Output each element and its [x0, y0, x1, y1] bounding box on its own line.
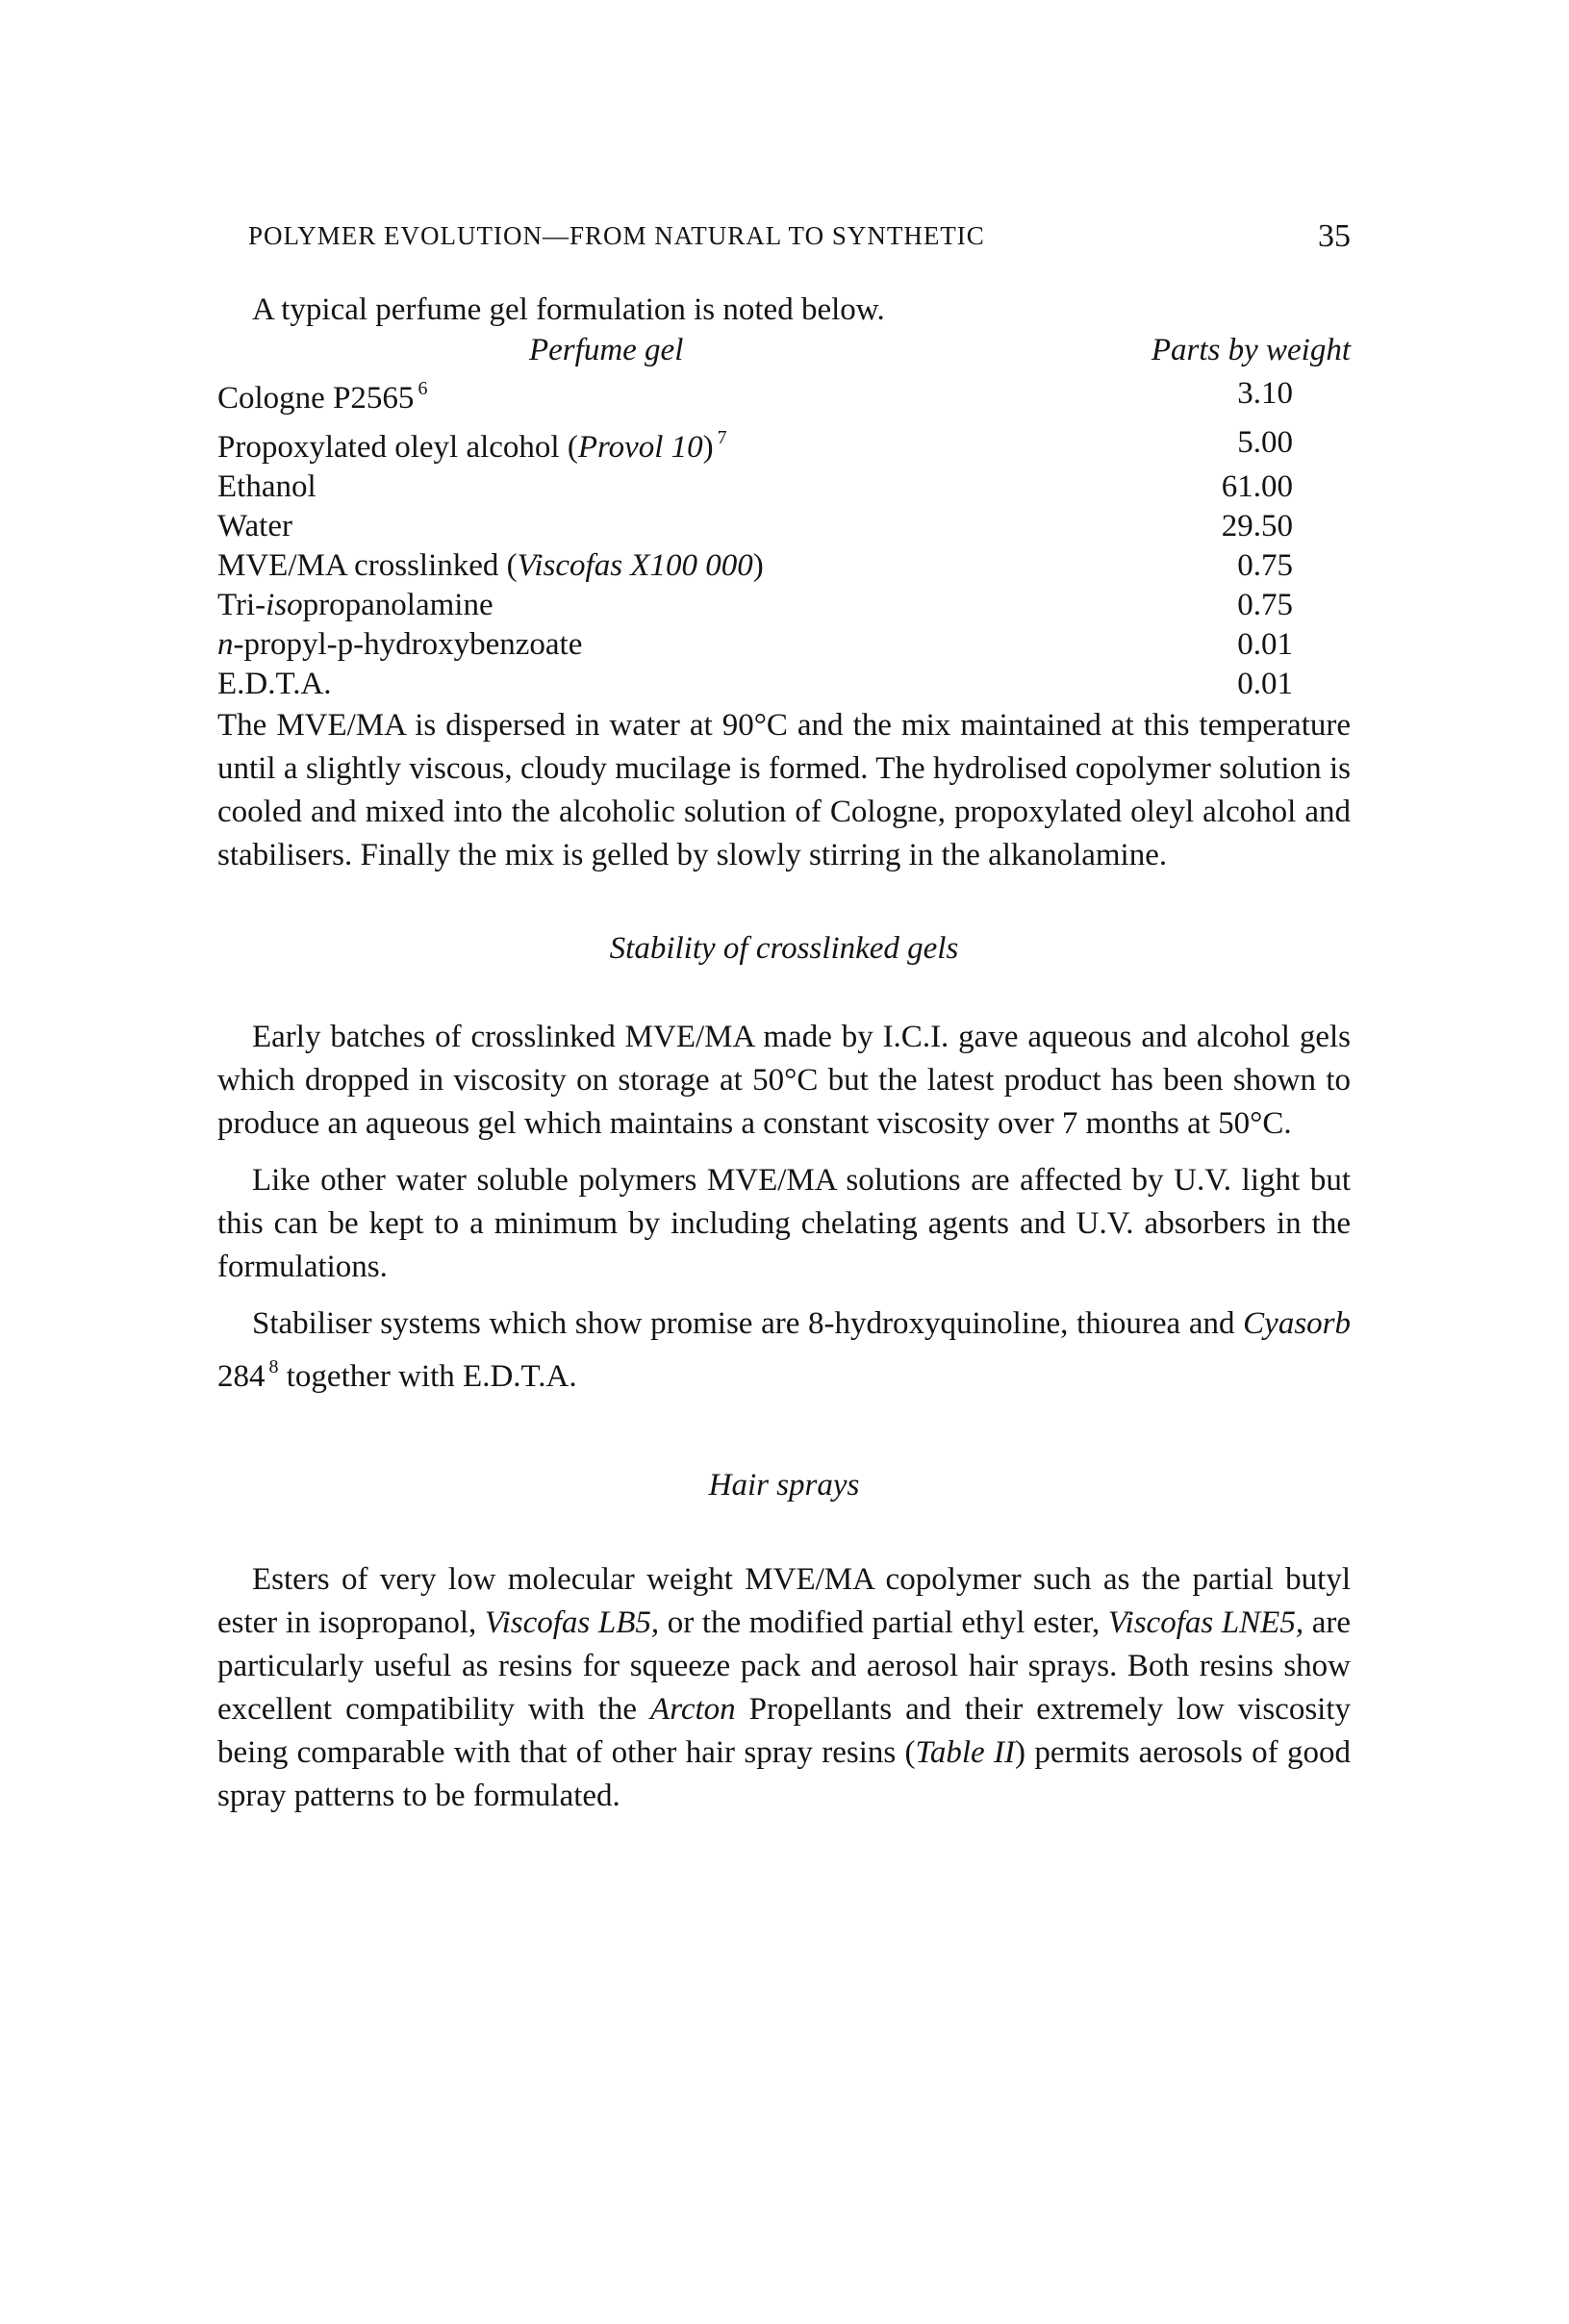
footnote-ref: 6 [418, 378, 428, 399]
ingredient-name: MVE/MA crosslinked ( [217, 548, 518, 583]
hair-text-b: or the modified partial ethyl ester, [667, 1605, 1101, 1640]
formulation-table [217, 331, 1351, 704]
hair-text-e: ) permits aerosols of good spray patterns to be formulated. [217, 1735, 1351, 1813]
header-parts-by-weight: Parts by weight [1151, 333, 1351, 367]
cyasorb-number: 284 [217, 1359, 266, 1394]
hair-sprays-paragraph [217, 1558, 1351, 1818]
trade-name-lb5: Viscofas LB5, [484, 1605, 660, 1640]
ingredient-cell [217, 369, 1048, 418]
hair-text-d: Propellants and their extremely low viscosity being comparable with that of other hair spray resins ( [217, 1692, 1351, 1770]
parts-value: 29.50 [1221, 509, 1293, 543]
ingredient-name: Ethanol [217, 469, 316, 504]
iso-prefix: iso [266, 588, 303, 622]
ingredient-cell [217, 665, 1048, 704]
table-row [217, 418, 1351, 467]
table-row [217, 586, 1351, 625]
ingredient-name: Tri- [217, 588, 266, 622]
section-heading-stability: Stability of crosslinked gels [609, 931, 959, 966]
table-row [217, 625, 1351, 665]
parts-value: 5.00 [1237, 425, 1293, 460]
running-head [217, 218, 1351, 279]
section-heading-hair-sprays: Hair sprays [708, 1468, 860, 1503]
table-row [217, 507, 1351, 546]
ingredient-name: Cologne P2565 [217, 381, 415, 416]
parts-value: 0.01 [1237, 667, 1293, 701]
ingredient-suffix: ) [702, 430, 714, 465]
parts-value: 0.01 [1237, 627, 1293, 662]
method-paragraph: The MVE/MA is dispersed in water at 90°C and the mix maintained at this temperature until a slightly viscous, cloudy mucilage is formed. The hydrolised copolymer solution is cooled and mixed into the alcoholic solution of Cologne, propoxylated oleyl alcohol and stabilisers. Finally the mix is gelled by slowly stirring in the alkanolamine. [217, 708, 1351, 872]
ingredient-cell [217, 467, 1048, 507]
trade-name-cyasorb: Cyasorb [1243, 1306, 1352, 1341]
ingredient-name: Propoxylated oleyl alcohol ( [217, 430, 578, 465]
hair-text-c: are particularly useful as resins for squeeze pack and aerosol hair sprays. Both resins show excellent compatibility with the [217, 1605, 1351, 1727]
table-row [217, 467, 1351, 507]
ingredient-suffix: ) [752, 548, 764, 583]
ingredient-cell [217, 625, 1048, 665]
hair-text-a: Esters of very low molecular weight MVE/MA copolymer such as the partial butyl ester in isopropanol, [217, 1562, 1351, 1640]
ingredient-suffix: propanolamine [302, 588, 493, 622]
ingredient-name: Water [217, 509, 292, 543]
page-number: 35 [1318, 218, 1351, 254]
parts-value: 0.75 [1237, 548, 1293, 583]
stability-paragraph-3 [217, 1302, 1351, 1399]
ingredient-name: E.D.T.A. [217, 667, 332, 701]
parts-value: 0.75 [1237, 588, 1293, 622]
trade-name-arcton: Arcton [650, 1692, 736, 1727]
trade-name-lne5: Viscofas LNE5, [1107, 1605, 1304, 1640]
ingredient-cell [217, 418, 1048, 467]
table-row [217, 665, 1351, 704]
trade-name: Viscofas X100 000 [517, 548, 753, 583]
table-row [217, 546, 1351, 586]
ingredient-suffix: -propyl-p-hydroxybenzoate [233, 627, 583, 662]
stability-paragraph-1: Early batches of crosslinked MVE/MA made by I.C.I. gave aqueous and alcohol gels which dropped in viscosity on storage at 50°C but the latest product has been shown to produce an aqueous gel which maintains a constant viscosity over 7 months at 50°C. [217, 1020, 1351, 1141]
parts-value: 3.10 [1237, 376, 1293, 411]
ingredient-name: n [217, 627, 234, 662]
table-reference: Table II [915, 1735, 1016, 1770]
trade-name: Provol 10 [577, 430, 703, 465]
intro-text: A typical perfume gel formulation is noted below. [252, 292, 885, 327]
ingredient-cell [217, 586, 1048, 625]
ingredient-cell [217, 507, 1048, 546]
footnote-ref: 7 [717, 427, 727, 448]
stabiliser-text-end: together with E.D.T.A. [286, 1359, 577, 1394]
stabiliser-text: Stabiliser systems which show promise are 8-hydroxyquinoline, thiourea and [252, 1306, 1235, 1341]
footnote-ref: 8 [268, 1356, 279, 1377]
running-title: POLYMER EVOLUTION—FROM NATURAL TO SYNTHETIC [248, 221, 985, 250]
header-perfume-gel: Perfume gel [529, 333, 684, 367]
ingredient-cell [217, 546, 1048, 586]
stability-paragraph-2: Like other water soluble polymers MVE/MA solutions are affected by U.V. light but this can be kept to a minimum by including chelating agents and U.V. absorbers in the formulations. [217, 1163, 1351, 1284]
page-body [217, 218, 1352, 1818]
table-row [217, 369, 1351, 418]
parts-value: 61.00 [1221, 469, 1293, 504]
